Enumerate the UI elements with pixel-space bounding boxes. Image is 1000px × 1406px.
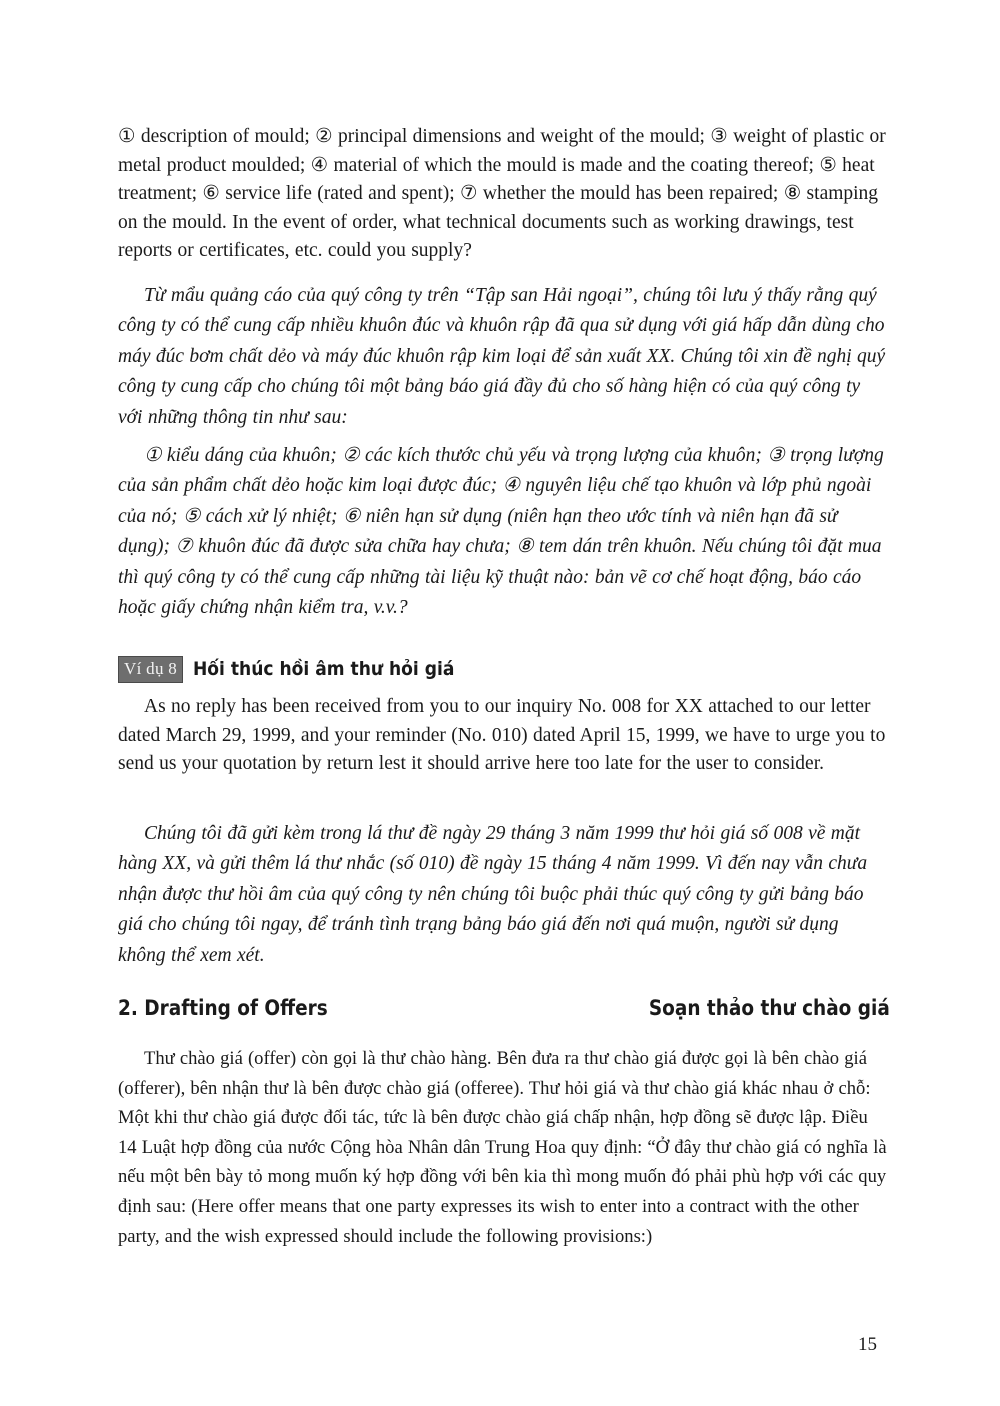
- page-number: 15: [858, 1334, 877, 1355]
- example-heading: [118, 654, 484, 684]
- vietnamese-list-paragraph: ① kiểu dáng của khuôn; ② các kích thước chủ yếu và trọng lượng của khuôn; ③ trọng lượng của sản phẩm chất dẻo hoặc kim loại được đúc; ④ nguyên liệu chế tạo khuôn và lớp phủ ngoài của nó; ⑤ cách xử lý nhiệt; ⑥ niên hạn sử dụng (niên hạn theo ước tính và niên hạn đã sử dụng); ⑦ khuôn đúc đã được sửa chữa hay chưa; ⑧ tem dán trên khuôn. Nếu chúng tôi đặt mua thì quý công ty có thể cung cấp những tài liệu kỹ thuật nào: bản vẽ cơ chế hoạt động, báo cáo hoặc giấy chứng nhận kiểm tra, v.v.?: [118, 445, 884, 619]
- section-heading: [118, 996, 890, 1020]
- english-reply-paragraph: As no reply has been received from you to our inquiry No. 008 for XX attached to our letter dated March 29, 1999, and your reminder (No. 010) dated April 15, 1999, we have to urge you to send us your quotation by return lest it should arrive here too late for the user to consider.: [118, 696, 886, 775]
- english-list-paragraph: ① description of mould; ② principal dimensions and weight of the mould; ③ weight of plastic or metal product moulded; ④ material of which the mould is made and the coating thereof; ⑤ heat treatment; ⑥ service life (rated and spent); ⑦ whether the mould has been repaired; ⑧ stamping on the mould. In the event of order, what technical documents such as working drawings, test reports or certificates, etc. could you supply?: [118, 126, 886, 262]
- section-title-english: 2. Drafting of Offers: [118, 996, 328, 1020]
- section-title-vietnamese: Soạn thảo thư chào giá: [649, 996, 890, 1020]
- example-title: Hối thúc hồi âm thư hỏi giá: [193, 658, 455, 680]
- vietnamese-reply-paragraph: Chúng tôi đã gửi kèm trong lá thư đề ngày 29 tháng 3 năm 1999 thư hỏi giá số 008 về mặt hàng XX, và gửi thêm lá thư nhắc (số 010) đề ngày 15 tháng 4 năm 1999. Vì đến nay vẫn chưa nhận được thư hồi âm của quý công ty nên chúng tôi buộc phải thúc quý công ty gửi bảng báo giá cho chúng tôi ngay, để tránh tình trạng bảng báo giá đến nơi quá muộn, người sử dụng không thể xem xét.: [118, 823, 868, 966]
- vietnamese-intro-paragraph: Từ mẩu quảng cáo của quý công ty trên “Tập san Hải ngoại”, chúng tôi lưu ý thấy rằng quý công ty có thể cung cấp nhiều khuôn đúc và khuôn rập đã qua sử dụng với giá hấp dẫn dùng cho máy đúc bơm chất dẻo và máy đúc khuôn rập kim loại để sản xuất XX. Chúng tôi xin đề nghị quý công ty cung cấp cho chúng tôi một bảng báo giá đầy đủ cho số hàng hiện có của quý công ty với những thông tin như sau:: [118, 285, 886, 428]
- example-badge: Ví dụ 8: [118, 656, 183, 683]
- offer-definition-paragraph: Thư chào giá (offer) còn gọi là thư chào hàng. Bên đưa ra thư chào giá được gọi là bên chào giá (offerer), bên nhận thư là bên được chào giá (offeree). Thư hỏi giá và thư chào giá khác nhau ở chỗ: Một khi thư chào giá được đối tác, tức là bên được chào giá chấp nhận, hợp đồng sẽ được lập. Điều 14 Luật hợp đồng của nước Cộng hòa Nhân dân Trung Hoa quy định: “Ở đây thư chào giá có nghĩa là nếu một bên bày tỏ mong muốn ký hợp đồng với bên kia thì mong muốn đó phải phù hợp với các quy định sau: (Here offer means that one party expresses its wish to enter into a contract with the other party, and the wish expressed should include the following provisions:): [118, 1048, 887, 1247]
